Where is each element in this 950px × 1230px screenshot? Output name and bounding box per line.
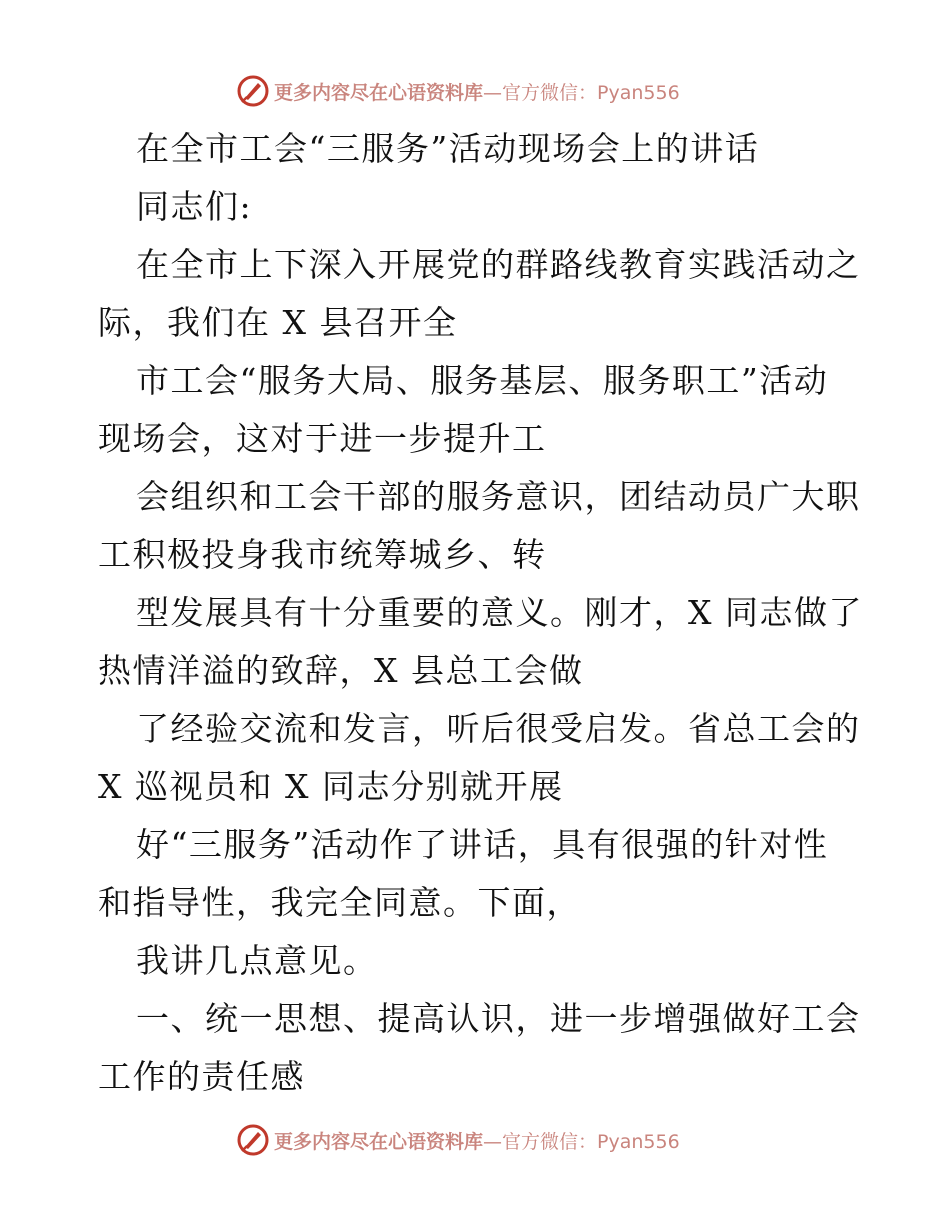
watermark-dash: — <box>483 81 503 104</box>
text-line: 在全市上下深入开展党的群路线教育实践活动之 <box>136 245 861 284</box>
section-heading-continued: 工作的责任感 <box>98 1057 305 1096</box>
text-line: 热情洋溢的致辞，X 县总工会做 <box>98 651 584 690</box>
text-line: X 巡视员和 X 同志分别就开展 <box>98 767 564 806</box>
red-quill-logo-icon <box>236 1123 270 1157</box>
watermark-dash: — <box>483 1130 503 1153</box>
text-line: 际，我们在 X 县召开全 <box>98 303 458 342</box>
text-line: 工积极投身我市统筹城乡、转 <box>98 535 547 574</box>
watermark-label: 官方微信： <box>502 1130 598 1153</box>
text-line: 现场会，这对于进一步提升工 <box>98 419 547 458</box>
text-line: 市工会“服务大局、服务基层、服务职工”活动 <box>136 361 829 400</box>
red-quill-logo-icon <box>236 74 270 108</box>
watermark-label: 官方微信： <box>502 81 598 104</box>
watermark-banner-bottom <box>236 1120 716 1160</box>
text-line: 和指导性，我完全同意。下面， <box>98 883 581 922</box>
text-line: 了经验交流和发言，听后很受启发。省总工会的 <box>136 709 861 748</box>
watermark-id: Pyan556 <box>597 1130 680 1153</box>
section-heading: 一、统一思想、提高认识，进一步增强做好工会 <box>136 999 861 1038</box>
watermark-id: Pyan556 <box>597 81 680 104</box>
text-line: 好“三服务”活动作了讲话，具有很强的针对性 <box>136 825 829 864</box>
watermark-banner-top <box>236 71 716 111</box>
text-line: 会组织和工会干部的服务意识，团结动员广大职 <box>136 477 861 516</box>
watermark-main: 更多内容尽在心语资料库 <box>274 81 484 104</box>
document-body <box>98 120 863 1106</box>
document-title: 在全市工会“三服务”活动现场会上的讲话 <box>136 129 760 168</box>
salutation: 同志们: <box>136 187 253 226</box>
text-line: 型发展具有十分重要的意义。刚才，X 同志做了 <box>136 593 863 632</box>
text-line: 我讲几点意见。 <box>136 941 378 980</box>
watermark-main: 更多内容尽在心语资料库 <box>274 1130 484 1153</box>
watermark-text <box>274 78 680 105</box>
watermark-text <box>274 1127 680 1154</box>
